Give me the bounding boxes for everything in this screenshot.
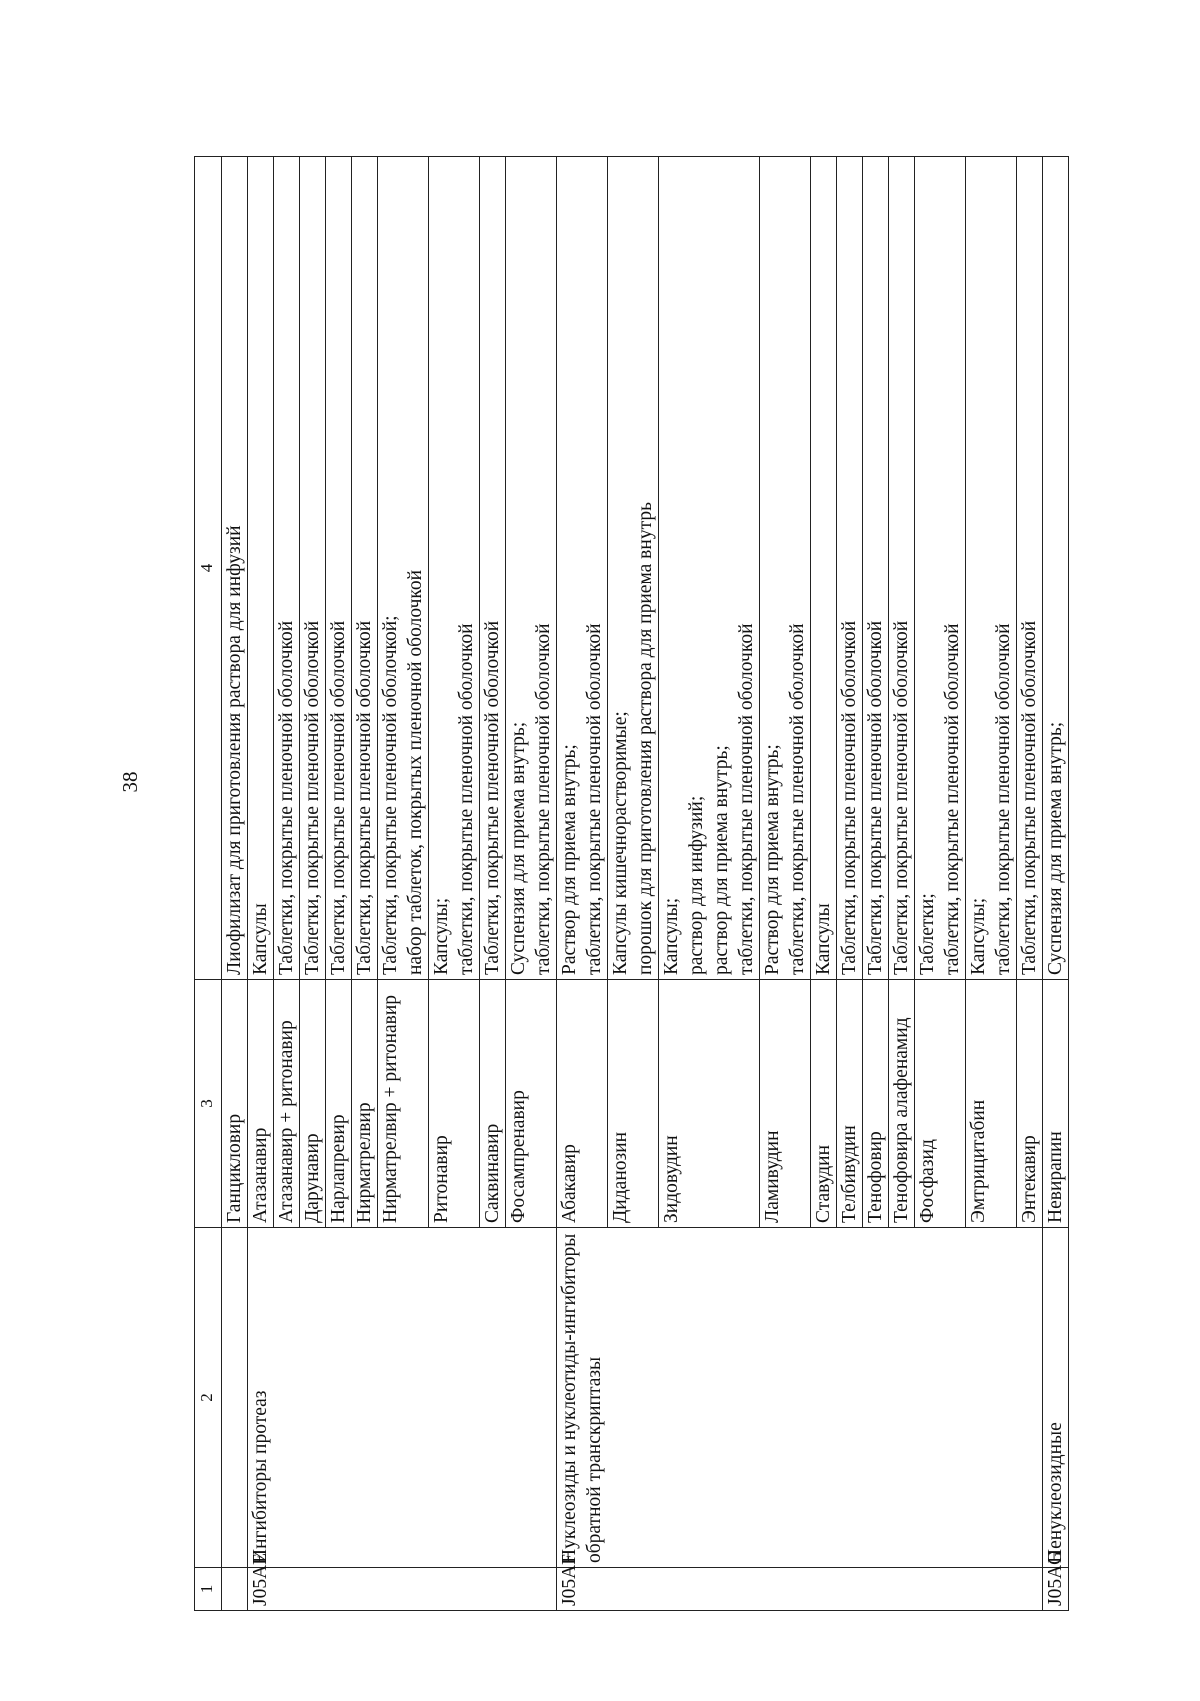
column-header-3: 3 [195, 980, 222, 1228]
dosage-form-line: Лиофилизат для приготовления раствора для инфузий [224, 525, 245, 975]
dosage-forms-cell [222, 157, 248, 980]
dosage-form-line: Таблетки, покрытые пленочной оболочкой [891, 620, 912, 975]
dosage-form-line: Таблетки, покрытые пленочной оболочкой [865, 620, 886, 975]
dosage-forms-cell [811, 157, 837, 980]
drug-group-cell [222, 1228, 248, 1568]
dosage-forms-cell [889, 157, 915, 980]
rotated-table-container [194, 161, 1099, 1611]
drug-name-cell: Нирматрелвир [352, 980, 378, 1228]
drug-name-cell: Нарлапревир [326, 980, 352, 1228]
dosage-form-line: Раствор для приема внутрь; [762, 744, 783, 975]
dosage-form-line: Суспензия для приема внутрь; [1045, 721, 1066, 975]
dosage-form-line: таблетки, покрытые пленочной оболочкой [942, 623, 963, 975]
dosage-form-line: Капсулы; [968, 897, 989, 975]
dosage-form-line: Таблетки, покрытые пленочной оболочкой [1019, 620, 1040, 975]
drug-name-cell: Невирапин [1043, 980, 1069, 1228]
atc-code-cell: J05AE [248, 1568, 557, 1611]
dosage-form-line: таблетки, покрытые пленочной оболочкой [533, 623, 554, 975]
dosage-forms-cell [378, 157, 429, 980]
table-body [222, 157, 1069, 1611]
column-header-1: 1 [195, 1568, 222, 1611]
dosage-forms-cell [837, 157, 863, 980]
atc-code-cell: J05AF [557, 1568, 1043, 1611]
table-row [248, 157, 274, 1611]
atc-code-cell [222, 1568, 248, 1611]
dosage-form-line: таблетки, покрытые пленочной оболочкой [456, 623, 477, 975]
dosage-form-line: Таблетки, покрытые пленочной оболочкой; [380, 615, 401, 975]
table-row [222, 157, 248, 1611]
drug-name-cell: Фосфазид [915, 980, 966, 1228]
drug-name-cell: Диданозин [608, 980, 659, 1228]
dosage-forms-cell [326, 157, 352, 980]
dosage-form-line: таблетки, покрытые пленочной оболочкой [993, 623, 1014, 975]
drug-name-cell: Эмтрицитабин [966, 980, 1017, 1228]
dosage-form-line: порошок для приготовления раствора для приема внутрь [635, 502, 656, 975]
drug-name-cell: Ритонавир [429, 980, 480, 1228]
drug-group-cell: Ненуклеозидные [1043, 1228, 1069, 1568]
column-header-2: 2 [195, 1228, 222, 1568]
dosage-forms-cell [760, 157, 811, 980]
dosage-form-line: Таблетки, покрытые пленочной оболочкой [328, 620, 349, 975]
drug-name-cell: Атазанавир [248, 980, 274, 1228]
page-number: 38 [118, 771, 142, 793]
dosage-form-line: таблетки, покрытые пленочной оболочкой [736, 623, 757, 975]
column-header-4: 4 [195, 157, 222, 980]
drug-name-cell: Тенофовир [863, 980, 889, 1228]
dosage-forms-cell [557, 157, 608, 980]
table-row [557, 157, 608, 1611]
dosage-form-line: Суспензия для приема внутрь; [508, 721, 529, 975]
drug-name-cell: Зидовудин [659, 980, 760, 1228]
dosage-form-line: Раствор для приема внутрь; [559, 744, 580, 975]
dosage-forms-cell [480, 157, 506, 980]
drug-name-cell: Дарунавир [300, 980, 326, 1228]
drug-name-cell: Тенофовира алафенамид [889, 980, 915, 1228]
drug-name-cell: Ламивудин [760, 980, 811, 1228]
atc-code-cell: J05AG [1043, 1568, 1069, 1611]
drug-name-cell: Телбивудин [837, 980, 863, 1228]
dosage-form-line: таблетки, покрытые пленочной оболочкой [787, 623, 808, 975]
drug-group-cell: Нуклеозиды и нуклеотиды-ингибиторы обратной транскриптазы [557, 1228, 1043, 1568]
dosage-form-line: Таблетки, покрытые пленочной оболочкой [276, 620, 297, 975]
dosage-form-line: набор таблеток, покрытых пленочной оболочкой [405, 569, 426, 975]
dosage-forms-cell [274, 157, 300, 980]
dosage-forms-cell [1043, 157, 1069, 980]
dosage-form-line: Капсулы [813, 903, 834, 975]
dosage-form-line: Таблетки, покрытые пленочной оболочкой [482, 620, 503, 975]
dosage-form-line: таблетки, покрытые пленочной оболочкой [584, 623, 605, 975]
drug-name-cell: Нирматрелвир + ритонавир [378, 980, 429, 1228]
dosage-form-line: раствор для приема внутрь; [711, 745, 732, 975]
drug-name-cell: Саквинавир [480, 980, 506, 1228]
dosage-form-line: раствор для инфузий; [686, 795, 707, 975]
drug-name-cell: Ганцикловир [222, 980, 248, 1228]
drug-group-cell: Ингибиторы протеаз [248, 1228, 557, 1568]
dosage-form-line: Капсулы кишечнорастворимые; [610, 711, 631, 975]
dosage-form-line: Таблетки, покрытые пленочной оболочкой [354, 620, 375, 975]
dosage-form-line: Таблетки, покрытые пленочной оболочкой [839, 620, 860, 975]
dosage-forms-cell [352, 157, 378, 980]
dosage-forms-cell [506, 157, 557, 980]
dosage-forms-cell [659, 157, 760, 980]
drug-name-cell: Атазанавир + ритонавир [274, 980, 300, 1228]
drug-name-cell: Ставудин [811, 980, 837, 1228]
table-row [1043, 157, 1069, 1611]
dosage-form-line: Таблетки; [917, 893, 938, 975]
dosage-forms-cell [915, 157, 966, 980]
dosage-forms-cell [429, 157, 480, 980]
drug-name-cell: Абакавир [557, 980, 608, 1228]
dosage-forms-cell [608, 157, 659, 980]
dosage-form-line: Таблетки, покрытые пленочной оболочкой [302, 620, 323, 975]
dosage-forms-cell [248, 157, 274, 980]
dosage-form-line: Капсулы [250, 903, 271, 975]
dosage-forms-cell [300, 157, 326, 980]
column-number-row [195, 157, 222, 1611]
dosage-forms-cell [966, 157, 1017, 980]
drug-name-cell: Фосампренавир [506, 980, 557, 1228]
dosage-form-line: Капсулы; [431, 897, 452, 975]
dosage-forms-cell [863, 157, 889, 980]
drug-name-cell: Энтекавир [1017, 980, 1043, 1228]
dosage-forms-cell [1017, 157, 1043, 980]
table-header [195, 157, 222, 1611]
drug-table [194, 156, 1069, 1611]
dosage-form-line: Капсулы; [661, 897, 682, 975]
